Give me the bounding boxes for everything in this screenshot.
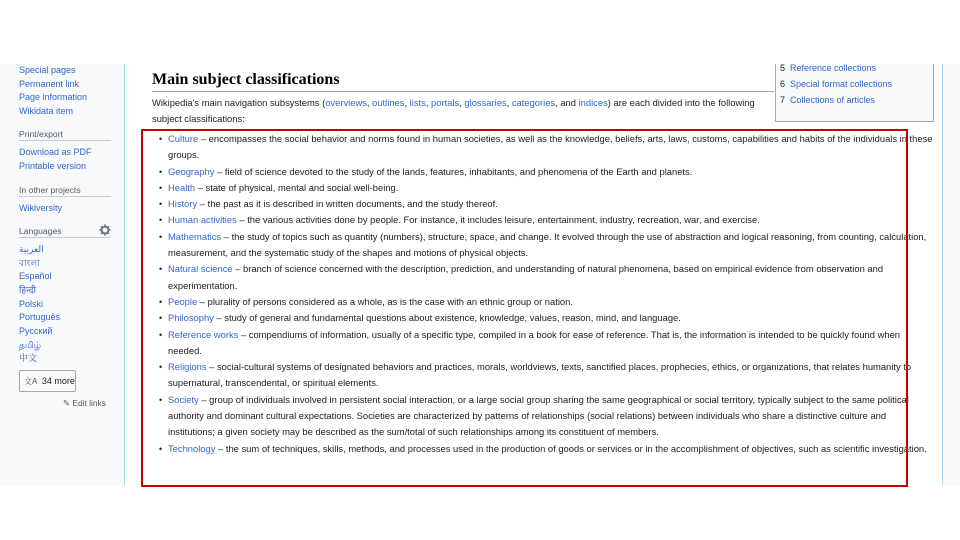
bullet-icon: • (159, 264, 163, 275)
language-link-russian[interactable]: Русский (19, 326, 53, 336)
subject-description: – social-cultural systems of designated behaviors and practices, morals, worldviews, texts, sanctified places, prophecies, ethics, or organizations, that relates humanity to supernatural, transcendental, or spiritual elements. (168, 361, 912, 389)
intro-link-indices[interactable]: indices (578, 97, 608, 108)
sidebar-divider (19, 237, 111, 238)
subject-description: – the study of topics such as quantity (numbers), structure, space, and change. It evolved through the use of abstraction and logical reasoning, from counting, calculation, measurement, and the systematic study of the shapes and motions of physical objects. (168, 230, 927, 259)
bullet-icon: • (159, 362, 163, 373)
more-languages-button[interactable] (19, 370, 76, 392)
sidebar-divider (19, 140, 111, 141)
language-link-chinese[interactable]: 中文 (19, 353, 38, 363)
toc-item[interactable] (780, 93, 875, 107)
subject-description: – encompasses the social behavior and norms found in human societies, as well as the knowledge, beliefs, arts, laws, customs, capabilities and habits of the individuals in these groups. (168, 133, 933, 161)
bullet-icon: • (159, 296, 163, 307)
list-item (159, 131, 933, 164)
intro-link-outlines[interactable]: outlines (372, 97, 405, 108)
other-projects-heading: In other projects (19, 185, 81, 195)
bullet-icon: • (159, 182, 163, 193)
intro-link-overviews[interactable]: overviews (325, 97, 367, 108)
subject-link[interactable]: Religions (168, 361, 207, 373)
subject-description: – field of science devoted to the study of the lands, features, inhabitants, and phenomena of the Earth and planets. (214, 165, 693, 177)
translate-icon: 文A (24, 377, 38, 386)
bullet-icon: • (159, 231, 163, 242)
language-link-portuguese[interactable]: Português (19, 312, 61, 322)
bullet-icon: • (159, 313, 163, 324)
sidebar-divider (19, 196, 111, 197)
bullet-icon: • (159, 166, 163, 177)
bullet-icon: • (159, 215, 163, 226)
subject-link[interactable]: Society (168, 393, 199, 405)
list-item (159, 294, 933, 310)
intro-link-portals[interactable]: portals (431, 97, 460, 108)
list-item (159, 359, 933, 392)
subject-description: – study of general and fundamental questions about existence, knowledge, values, reason, mind, and language. (213, 312, 681, 324)
toc-number: 6 (780, 79, 786, 89)
bullet-icon: • (159, 443, 163, 454)
toc-number: 5 (780, 64, 786, 73)
list-item (159, 261, 933, 294)
list-item (159, 229, 933, 262)
toc-link[interactable]: Collections of articles (790, 95, 876, 105)
subject-description: – group of individuals involved in persistent social interaction, or a large social group sharing the same geographical or social territory, typically subject to the same political authority and dominant cultural expectations. Societies are characterized by patterns of relationships (social relations) between individuals who share a distinctive culture and institutions; a given society may be described as the sum/total of such relationships among its constituent of members. (168, 393, 909, 438)
intro-paragraph: Wikipedia's main navigation subsystems (overviews, outlines, lists, portals, glossaries, categories, and indices) are each divided into the following subject classifications: (152, 97, 755, 124)
language-link-bengali[interactable]: বাংলা (19, 258, 40, 268)
toc-item[interactable] (780, 77, 892, 91)
subject-link[interactable]: Technology (168, 442, 216, 454)
list-item (159, 212, 933, 228)
bullet-icon: • (159, 329, 163, 340)
sidebar-link-wikidata-item[interactable]: Wikidata item (19, 106, 74, 116)
intro-link-glossaries[interactable]: glossaries (464, 97, 507, 108)
subject-link[interactable]: Health (168, 181, 196, 193)
sidebar (0, 64, 124, 485)
language-link-arabic[interactable]: العربية (19, 244, 44, 254)
subject-link[interactable]: Philosophy (168, 312, 214, 324)
subject-link[interactable]: Human activities (168, 214, 237, 226)
subject-description: – the sum of techniques, skills, methods, and processes used in the production of goods or services or in the accomplishment of objectives, such as scientific investigation. (215, 442, 927, 454)
list-item (159, 164, 933, 180)
edit-links-label: Edit links (72, 398, 106, 408)
edit-links-link[interactable] (63, 397, 106, 409)
gear-icon[interactable] (99, 224, 111, 236)
wikipedia-page (0, 64, 960, 485)
subject-link[interactable]: Culture (168, 133, 199, 144)
heading-divider (152, 91, 774, 92)
list-item (159, 180, 933, 196)
sidebar-link-page-information[interactable]: Page information (19, 92, 88, 102)
section-heading: Main subject classifications (152, 71, 340, 88)
subject-link[interactable]: Natural science (168, 263, 233, 275)
subject-description: – the various activities done by people. For instance, it includes leisure, entertainment, industry, recreation, war, and exercise. (236, 214, 760, 226)
toc-link[interactable]: Special format collections (790, 79, 893, 89)
toc-number: 7 (780, 95, 786, 105)
print-export-heading: Print/export (19, 129, 63, 139)
sidebar-link-download-pdf[interactable]: Download as PDF (19, 147, 92, 157)
language-link-spanish[interactable]: Español (19, 271, 52, 281)
bullet-icon: • (159, 199, 163, 210)
table-of-contents (775, 64, 934, 122)
subject-link[interactable]: Geography (168, 165, 215, 177)
subject-link[interactable]: People (168, 295, 198, 307)
pencil-icon: ✎ (63, 398, 71, 408)
intro-link-categories[interactable]: categories (511, 97, 556, 108)
sidebar-link-special-pages[interactable]: Special pages (19, 65, 76, 75)
sidebar-link-permanent-link[interactable]: Permanent link (19, 79, 80, 89)
language-link-hindi[interactable]: हिन्दी (19, 285, 37, 295)
subject-link[interactable]: Mathematics (168, 230, 222, 242)
language-link-tamil[interactable]: தமிழ் (19, 340, 41, 350)
language-link-polish[interactable]: Polski (19, 299, 44, 309)
list-item (159, 196, 933, 212)
toc-link[interactable]: Reference collections (790, 64, 877, 73)
sidebar-link-wikiversity[interactable]: Wikiversity (19, 203, 62, 213)
bullet-icon: • (159, 134, 163, 144)
subject-description: – state of physical, mental and social well-being. (195, 181, 399, 193)
toc-item[interactable] (780, 64, 876, 75)
bullet-icon: • (159, 394, 163, 405)
intro-link-lists[interactable]: lists (409, 97, 426, 108)
subject-link[interactable]: Reference works (168, 328, 239, 340)
subject-description: – branch of science concerned with the description, prediction, and understanding of natural phenomena, based on empirical evidence from observation and experimentation. (168, 263, 884, 291)
list-item (159, 327, 933, 360)
subject-classification-list (159, 131, 933, 457)
languages-heading: Languages (19, 226, 62, 236)
subject-description: – plurality of persons considered as a whole, as is the case with an ethnic group or nation. (197, 295, 573, 307)
article-content (124, 64, 943, 485)
more-languages-label: 34 more (41, 376, 75, 386)
sidebar-link-printable-version[interactable]: Printable version (19, 161, 87, 171)
list-item (159, 310, 933, 326)
subject-link[interactable]: History (168, 198, 198, 210)
list-item (159, 392, 933, 441)
subject-description: – the past as it is described in written documents, and the study thereof. (197, 198, 498, 210)
subject-description: – compendiums of information, usually of a specific type, compiled in a book for ease of reference. That is, the information is intended to be quickly found when needed. (168, 328, 900, 356)
list-item (159, 441, 933, 457)
